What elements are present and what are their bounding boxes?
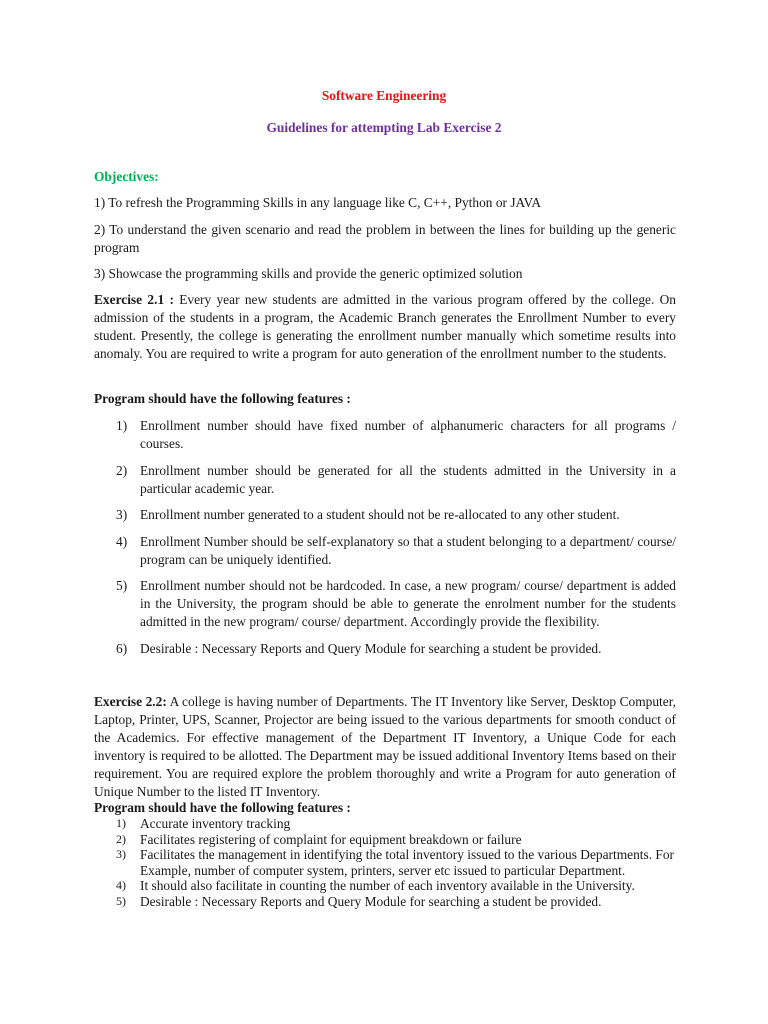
objective-item: 2) To understand the given scenario and read the problem in between the lines for building up the generic program xyxy=(94,222,676,255)
list-item xyxy=(94,878,676,894)
list-item-text: Accurate inventory tracking xyxy=(140,816,291,831)
objective-item: 1) To refresh the Programming Skills in any language like C, C++, Python or JAVA xyxy=(94,195,542,210)
list-item xyxy=(94,816,676,832)
list-item-text: Enrollment number should not be hardcoded. In case, a new program/ course/ department is added in the University, the program should be able to generate the enrolment number for the students admitted in the new program/ course/ department. Accordingly provide the flexibility. xyxy=(140,578,676,629)
list-item xyxy=(94,417,676,453)
list-item-text: Desirable : Necessary Reports and Query Module for searching a student be provided. xyxy=(140,893,602,909)
list-item xyxy=(94,533,676,569)
list-number: 4) xyxy=(116,878,126,893)
list-number: 1) xyxy=(116,816,126,830)
list-item xyxy=(94,847,676,878)
list-item-text: Enrollment number generated to a student should not be re-allocated to any other student. xyxy=(140,507,620,522)
list-item-text: Facilitates registering of complaint for equipment breakdown or failure xyxy=(140,831,522,847)
objective-item: 3) Showcase the programming skills and provide the generic optimized solution xyxy=(94,266,523,281)
document-subtitle: Guidelines for attempting Lab Exercise 2 xyxy=(266,120,502,135)
exercise-2-2-features-list xyxy=(94,816,676,910)
list-item-text: It should also facilitate in counting the number of each inventory available in the University. xyxy=(140,878,635,894)
list-number: 2) xyxy=(116,831,126,846)
list-item xyxy=(94,832,676,848)
exercise-2-2-text: A college is having number of Departments. The IT Inventory like Server, Desktop Computer, Laptop, Printer, UPS, Scanner, Projector are being issued to the various departments for smooth conduct of the Academics. For effective management of the Department IT Inventory, a Unique Code for each inventory is required to be allotted. The Department may be issued additional Inventory Items based on their requirement. You are required explore the problem thoroughly and write a Program for auto generation of Unique Number to the listed IT Inventory. xyxy=(94,694,676,799)
list-item xyxy=(94,640,676,658)
list-number: 5) xyxy=(116,578,128,593)
exercise-2-1-label: Exercise 2.1 : xyxy=(94,292,174,307)
list-number: 3) xyxy=(116,847,126,862)
list-item xyxy=(94,462,676,498)
objectives-heading: Objectives: xyxy=(94,169,159,184)
list-item-text: Facilitates the management in identifying the total inventory issued to the various Departments. For Example, number of computer system, printers, server etc issued to particular Department. xyxy=(140,847,675,878)
exercise-2-2-label: Exercise 2.2: xyxy=(94,694,167,709)
exercise-2-2-features-heading: Program should have the following features : xyxy=(94,800,351,815)
list-number: 5) xyxy=(116,893,126,908)
exercise-2-1-features-list xyxy=(94,417,676,666)
list-number: 3) xyxy=(116,507,128,522)
document-title: Software Engineering xyxy=(321,88,447,103)
list-item-text: Enrollment Number should be self-explanatory so that a student belonging to a department/ course/ program can be uniquely identified. xyxy=(140,533,676,567)
list-number: 2) xyxy=(116,462,128,478)
exercise-2-1-text: Every year new students are admitted in the various program offered by the college. On admission of the students in a program, the Academic Branch generates the Enrollment Number to every student. Presently, the college is generating the enrollment number manually which sometime results into anomaly. You are required to write a program for auto generation of the enrollment number to the students. xyxy=(94,292,676,361)
list-item-text: Enrollment number should be generated for all the students admitted in the University in a particular academic year. xyxy=(140,462,676,496)
list-item-text: Enrollment number should have fixed number of alphanumeric characters for all programs / courses. xyxy=(140,418,676,451)
list-item xyxy=(94,894,676,910)
list-item xyxy=(94,506,676,524)
exercise-2-2-paragraph xyxy=(94,693,676,801)
list-item xyxy=(94,577,676,631)
list-number: 4) xyxy=(116,533,128,549)
list-number: 1) xyxy=(116,418,128,433)
exercise-2-1-features-heading: Program should have the following features : xyxy=(94,391,351,406)
list-item-text: Desirable : Necessary Reports and Query Module for searching a student be provided. xyxy=(140,640,602,656)
list-number: 6) xyxy=(116,640,128,656)
exercise-2-1-paragraph xyxy=(94,291,676,363)
